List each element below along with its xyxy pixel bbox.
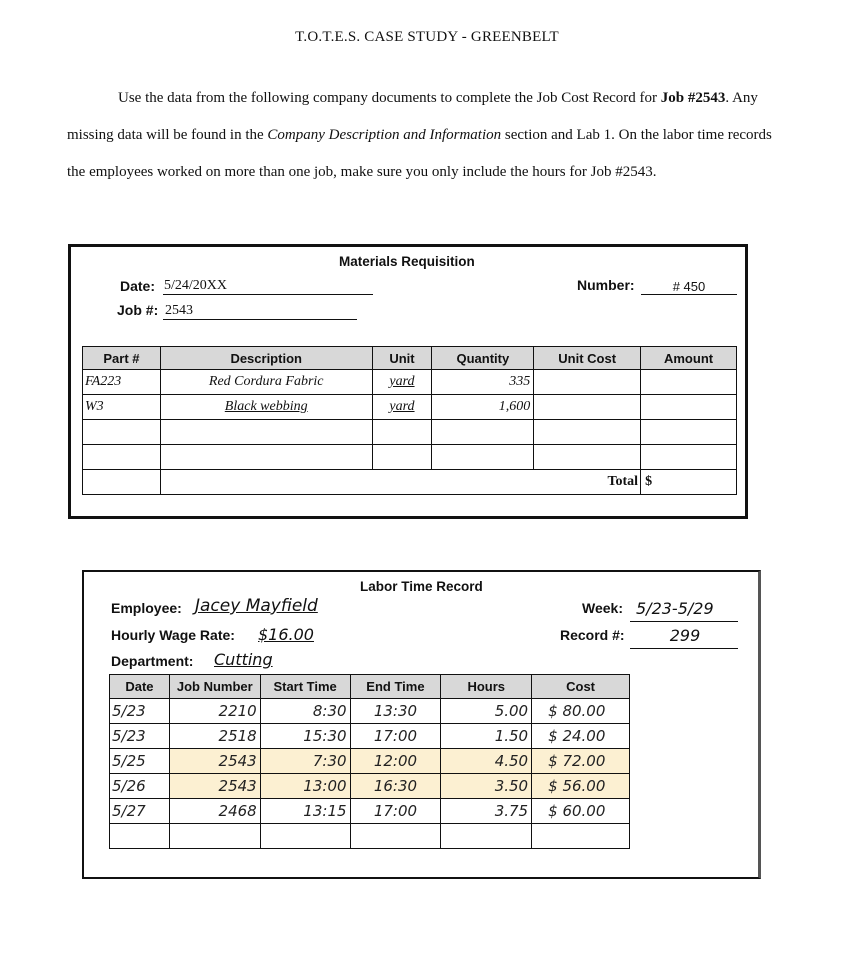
empty-cell: [169, 824, 260, 849]
cell-end-time: 17:00: [350, 799, 441, 824]
cell-job-number: 2468: [169, 799, 260, 824]
department-label: Department:: [111, 653, 194, 669]
cost-value: 24.00: [562, 727, 606, 745]
cell-job-number: 2210: [169, 699, 260, 724]
cost-value: 60.00: [562, 802, 606, 820]
col-header-date: Date: [110, 675, 170, 699]
cell-unit-cost: [534, 370, 641, 395]
empty-cell: [432, 445, 534, 470]
employee-value: Jacey Mayfield: [195, 596, 318, 616]
empty-cell: [534, 420, 641, 445]
cell-unit: yard: [372, 370, 432, 395]
cell-hours: 3.75: [441, 799, 532, 824]
cell-description: Red Cordura Fabric: [160, 370, 372, 395]
table-row: [110, 699, 630, 724]
total-label: Total: [160, 470, 640, 495]
empty-cell: [160, 445, 372, 470]
cell-job-number: 2543: [169, 749, 260, 774]
cell-date: 5/23: [110, 724, 170, 749]
materials-requisition-title: Materials Requisition: [339, 254, 475, 269]
labor-table-header: [110, 675, 630, 699]
cost-currency: $: [548, 802, 558, 820]
record-label: Record #:: [560, 627, 625, 643]
cell-start-time: 15:30: [260, 724, 350, 749]
week-value: 5/23-5/29: [636, 599, 714, 618]
cell-hours: 4.50: [441, 749, 532, 774]
col-header-amount: Amount: [641, 347, 737, 370]
table-row-highlighted: [110, 749, 630, 774]
cell-part: W3: [83, 395, 161, 420]
table-row: [110, 724, 630, 749]
empty-cell: [432, 420, 534, 445]
cost-currency: $: [548, 752, 558, 770]
cell-date: 5/25: [110, 749, 170, 774]
instructions-text-2: . Any missing data will be found in the: [67, 90, 758, 143]
cost-value: 56.00: [562, 777, 606, 795]
table-row: [83, 395, 737, 420]
col-header-description: Description: [160, 347, 372, 370]
date-label: Date:: [120, 278, 156, 294]
empty-cell: [372, 420, 432, 445]
empty-cell: [160, 420, 372, 445]
col-header-hours: Hours: [441, 675, 532, 699]
table-row: [83, 370, 737, 395]
cell-quantity: 335: [432, 370, 534, 395]
labor-time-table: [109, 674, 630, 849]
empty-cell: [350, 824, 441, 849]
instructions-section-italic: Company Description and Information: [267, 127, 502, 143]
cell-cost: [532, 799, 630, 824]
employee-label: Employee:: [111, 600, 182, 616]
empty-cell: [534, 445, 641, 470]
cell-start-time: 7:30: [260, 749, 350, 774]
cell-job-number: 2543: [169, 774, 260, 799]
col-header-start-time: Start Time: [260, 675, 350, 699]
job-label: Job #:: [117, 302, 159, 318]
instructions-text-3: section and Lab 1. On the labor time records the employees worked on more than one job, make sure you only include the hours for Job #2543.: [67, 127, 772, 180]
instructions-job-bold: Job #2543: [660, 90, 726, 106]
cost-currency: $: [548, 702, 558, 720]
cell-end-time: 17:00: [350, 724, 441, 749]
table-row: [110, 824, 630, 849]
empty-cell: [83, 470, 161, 495]
empty-cell: [260, 824, 350, 849]
number-label: Number:: [577, 277, 635, 293]
cell-quantity: 1,600: [432, 395, 534, 420]
empty-cell: [641, 445, 737, 470]
cell-hours: 3.50: [441, 774, 532, 799]
instructions-paragraph: [67, 80, 782, 191]
col-header-cost: Cost: [532, 675, 630, 699]
cell-description: Black webbing: [160, 395, 372, 420]
date-value: 5/24/20XX: [164, 278, 227, 293]
total-row: [83, 470, 737, 495]
job-value: 2543: [165, 303, 193, 318]
page-title: T.O.T.E.S. CASE STUDY - GREENBELT: [295, 29, 559, 45]
cell-start-time: 13:00: [260, 774, 350, 799]
empty-cell: [372, 445, 432, 470]
cell-amount: [641, 370, 737, 395]
empty-cell: [110, 824, 170, 849]
empty-cell: [641, 420, 737, 445]
hourly-wage-label: Hourly Wage Rate:: [111, 627, 235, 643]
cell-unit-cost: [534, 395, 641, 420]
col-header-job-number: Job Number: [169, 675, 260, 699]
col-header-end-time: End Time: [350, 675, 441, 699]
cost-currency: $: [548, 777, 558, 795]
table-row: [83, 420, 737, 445]
table-row-highlighted: [110, 774, 630, 799]
cell-part: FA223: [83, 370, 161, 395]
hourly-wage-value: $16.00: [258, 625, 314, 644]
materials-table-header: [83, 347, 737, 370]
cell-start-time: 13:15: [260, 799, 350, 824]
col-header-part: Part #: [83, 347, 161, 370]
col-header-unit-cost: Unit Cost: [534, 347, 641, 370]
col-header-unit: Unit: [372, 347, 432, 370]
cell-unit: yard: [372, 395, 432, 420]
record-value: 299: [669, 626, 701, 645]
cell-date: 5/27: [110, 799, 170, 824]
cell-cost: [532, 749, 630, 774]
cell-job-number: 2518: [169, 724, 260, 749]
cost-value: 80.00: [562, 702, 606, 720]
cell-cost: [532, 699, 630, 724]
department-value: Cutting: [214, 650, 273, 669]
materials-table: [82, 346, 737, 495]
table-row: [110, 799, 630, 824]
cell-cost: [532, 724, 630, 749]
cell-date: 5/23: [110, 699, 170, 724]
cell-hours: 5.00: [441, 699, 532, 724]
number-value: # 450: [672, 279, 706, 294]
cell-date: 5/26: [110, 774, 170, 799]
empty-cell: [83, 445, 161, 470]
empty-cell: [441, 824, 532, 849]
cost-value: 72.00: [562, 752, 606, 770]
cell-amount: [641, 395, 737, 420]
cell-end-time: 16:30: [350, 774, 441, 799]
labor-time-record-title: Labor Time Record: [360, 579, 483, 594]
cell-start-time: 8:30: [260, 699, 350, 724]
empty-cell: [532, 824, 630, 849]
cost-currency: $: [548, 727, 558, 745]
table-row: [83, 445, 737, 470]
col-header-quantity: Quantity: [432, 347, 534, 370]
cell-end-time: 12:00: [350, 749, 441, 774]
total-currency: $: [641, 470, 737, 495]
cell-end-time: 13:30: [350, 699, 441, 724]
week-label: Week:: [582, 600, 623, 616]
cell-cost: [532, 774, 630, 799]
empty-cell: [83, 420, 161, 445]
instructions-text-1: Use the data from the following company documents to complete the Job Cost Record for: [118, 90, 661, 106]
cell-hours: 1.50: [441, 724, 532, 749]
